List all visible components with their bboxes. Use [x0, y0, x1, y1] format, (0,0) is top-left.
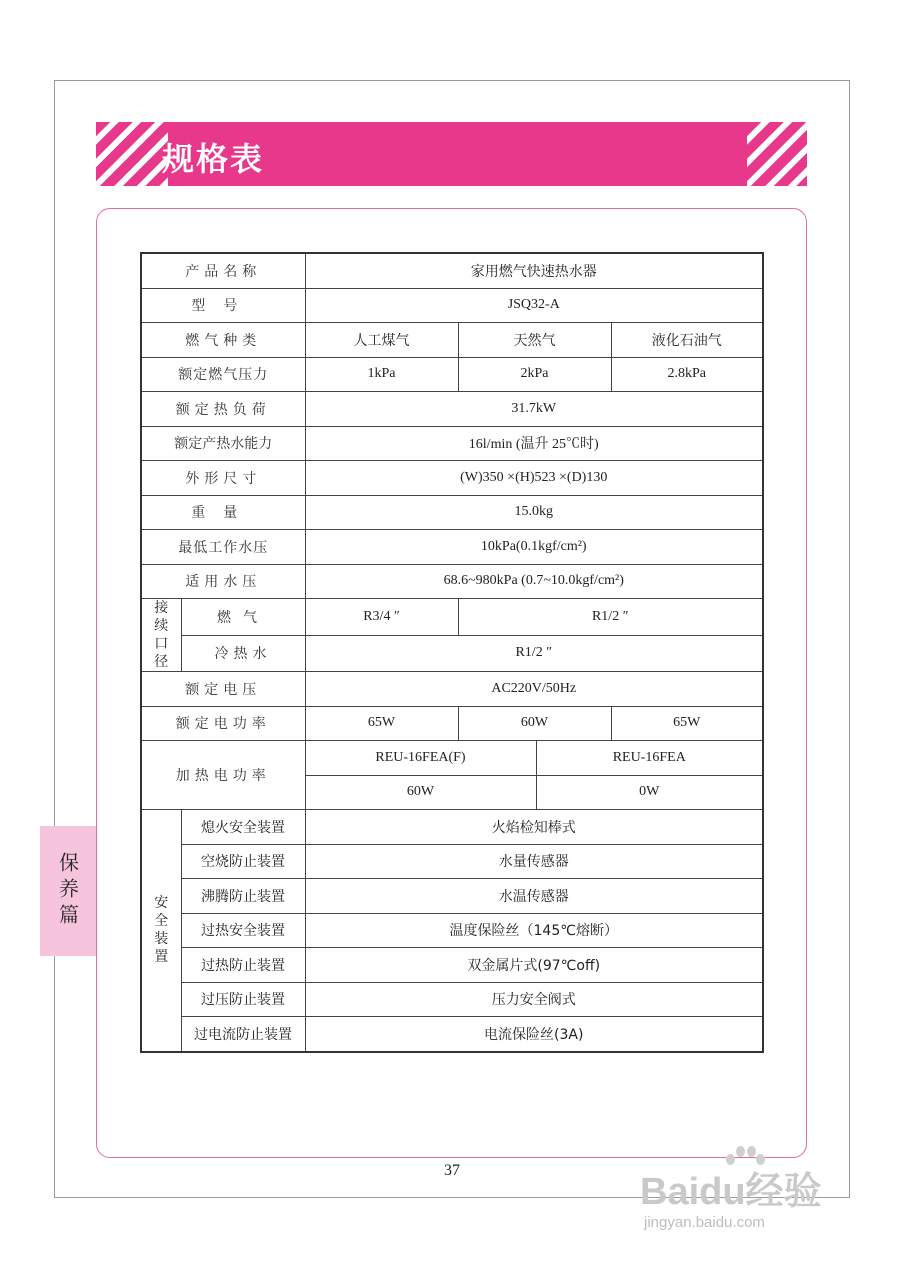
row-label: 额定热负荷 — [141, 392, 305, 427]
row-value: 火焰检知棒式 — [305, 810, 763, 845]
table-row — [141, 1017, 763, 1052]
row-value: R3/4 ″ — [305, 599, 458, 636]
row-value: 65W — [611, 706, 763, 741]
row-value: 家用燃气快速热水器 — [305, 253, 763, 288]
row-value: 温度保险丝（145℃熔断） — [305, 913, 763, 948]
table-row — [141, 357, 763, 392]
table-row — [141, 948, 763, 983]
row-label: 额定电功率 — [141, 706, 305, 741]
safety-label-cell — [141, 810, 181, 1052]
row-value: 68.6~980kPa (0.7~10.0kgf/cm²) — [305, 564, 763, 599]
row-sublabel: 燃气 — [181, 599, 305, 636]
row-label: 额定产热水能力 — [141, 426, 305, 461]
table-row — [141, 564, 763, 599]
side-tab-label: 保养篇 — [55, 852, 80, 930]
row-value: 天然气 — [458, 323, 611, 358]
row-value: 2.8kPa — [611, 357, 763, 392]
row-value: 0W — [536, 775, 763, 810]
row-value: 31.7kW — [305, 392, 763, 427]
table-row — [141, 599, 763, 636]
banner-stripes-right — [747, 122, 807, 186]
row-value: 65W — [305, 706, 458, 741]
spec-table — [140, 252, 764, 1053]
row-sublabel: 过热安全装置 — [181, 913, 305, 948]
row-sublabel: 过电流防止装置 — [181, 1017, 305, 1052]
table-row — [141, 810, 763, 845]
row-value: 电流保险丝(3A) — [305, 1017, 763, 1052]
banner-stripes-left — [96, 122, 168, 186]
row-label: 重量 — [141, 495, 305, 530]
page-title: 规格表 — [162, 140, 265, 178]
row-value: 双金属片式(97℃off) — [305, 948, 763, 983]
row-label: 接续口径 — [154, 600, 169, 670]
row-label: 型号 — [141, 288, 305, 323]
row-value: REU-16FEA(F) — [305, 741, 536, 776]
side-tab — [40, 826, 96, 956]
table-row — [141, 495, 763, 530]
row-label: 适用水压 — [141, 564, 305, 599]
row-value: R1/2 ″ — [305, 635, 763, 672]
row-sublabel: 过热防止装置 — [181, 948, 305, 983]
watermark-url: jingyan.baidu.com — [644, 1214, 765, 1231]
row-sublabel: 空烧防止装置 — [181, 844, 305, 879]
watermark — [640, 1140, 860, 1240]
table-row — [141, 426, 763, 461]
row-value: REU-16FEA — [536, 741, 763, 776]
row-value: 1kPa — [305, 357, 458, 392]
row-value: 60W — [305, 775, 536, 810]
row-sublabel: 沸腾防止装置 — [181, 879, 305, 914]
table-row — [141, 741, 763, 776]
row-label: 额定电压 — [141, 672, 305, 707]
row-value: 60W — [458, 706, 611, 741]
table-row — [141, 461, 763, 496]
row-value: (W)350 ×(H)523 ×(D)130 — [305, 461, 763, 496]
row-value: 16l/min (温升 25℃时) — [305, 426, 763, 461]
title-banner — [96, 122, 807, 186]
row-value: 水温传感器 — [305, 879, 763, 914]
row-value: 10kPa(0.1kgf/cm²) — [305, 530, 763, 565]
row-label: 加热电功率 — [141, 741, 305, 810]
row-label: 额定燃气压力 — [141, 357, 305, 392]
row-label: 产品名称 — [141, 253, 305, 288]
table-row — [141, 672, 763, 707]
row-value: JSQ32-A — [305, 288, 763, 323]
table-row — [141, 913, 763, 948]
watermark-logo: Baidu经验 — [640, 1171, 822, 1213]
row-sublabel: 过压防止装置 — [181, 982, 305, 1017]
row-sublabel: 熄火安全装置 — [181, 810, 305, 845]
row-label: 安全装置 — [154, 895, 169, 966]
row-value: 2kPa — [458, 357, 611, 392]
table-row — [141, 530, 763, 565]
table-row — [141, 288, 763, 323]
table-row — [141, 323, 763, 358]
table-row — [141, 706, 763, 741]
row-label: 最低工作水压 — [141, 530, 305, 565]
row-value: AC220V/50Hz — [305, 672, 763, 707]
row-value: 压力安全阀式 — [305, 982, 763, 1017]
row-value: 水量传感器 — [305, 844, 763, 879]
table-row — [141, 392, 763, 427]
table-row — [141, 982, 763, 1017]
table-row — [141, 635, 763, 672]
row-sublabel: 冷热水 — [181, 635, 305, 672]
page-number: 37 — [444, 1162, 460, 1179]
table-row — [141, 253, 763, 288]
row-label: 外形尺寸 — [141, 461, 305, 496]
table-row — [141, 844, 763, 879]
row-value: R1/2 ″ — [458, 599, 763, 636]
connection-label-cell — [141, 599, 181, 672]
table-row — [141, 879, 763, 914]
row-value: 液化石油气 — [611, 323, 763, 358]
row-value: 人工煤气 — [305, 323, 458, 358]
row-value: 15.0kg — [305, 495, 763, 530]
row-label: 燃气种类 — [141, 323, 305, 358]
